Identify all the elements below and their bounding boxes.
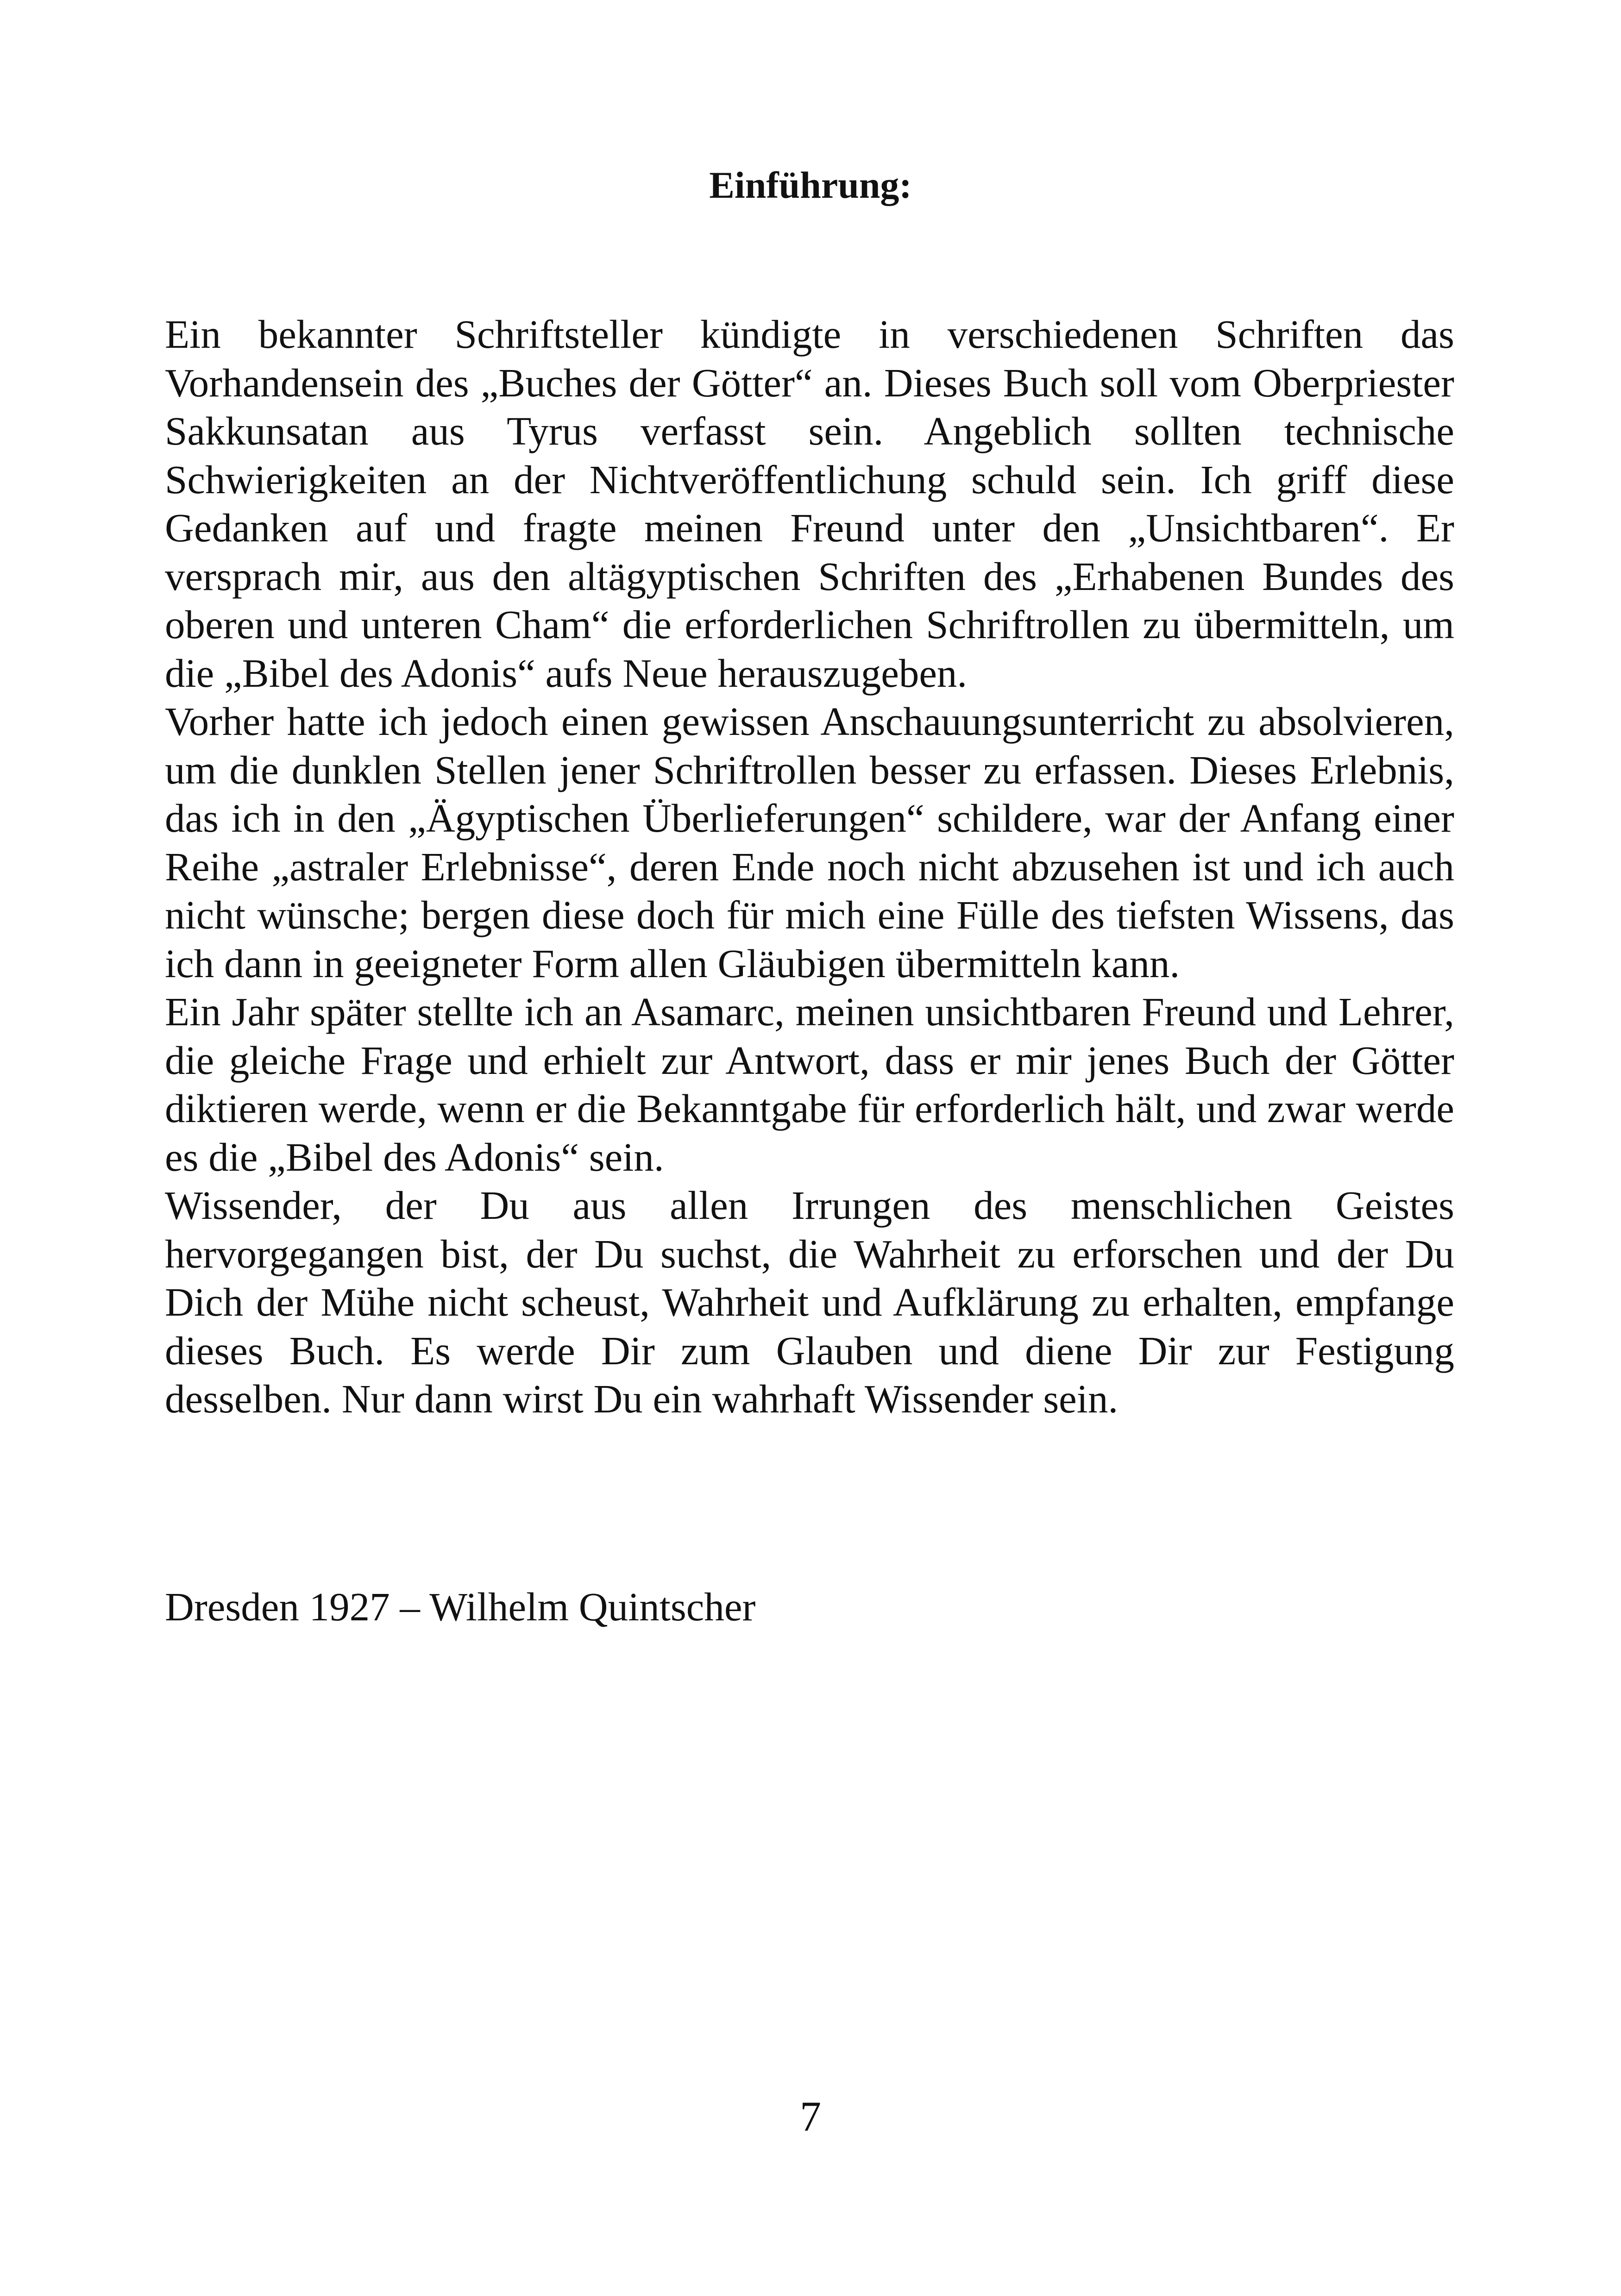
body-text <box>165 310 1454 1424</box>
paragraph-1: Ein bekannter Schriftsteller kündigte in verschiedenen Schriften das Vorhandensein des „Buches der Götter“ an. Dieses Buch soll vom Oberpriester Sakkunsatan aus Tyrus verfasst sein. Angeblich sollten technische Schwierigkeiten an der Nichtveröffentlichung schuld sein. Ich griff diese Gedanken auf und fragte meinen Freund unter den „Unsichtbaren“. Er versprach mir, aus den altägyptischen Schriften des „Erhabenen Bundes des oberen und unteren Cham“ die erforderlichen Schriftrollen zu übermitteln, um die „Bibel des Adonis“ aufs Neue herauszugeben. <box>165 312 1454 696</box>
paragraph-2: Vorher hatte ich jedoch einen gewissen Anschauungsunterricht zu absolvieren, um die dunklen Stellen jener Schriftrollen besser zu erfassen. Dieses Erlebnis, das ich in den „Ägyptischen Überlieferungen“ schildere, war der Anfang einer Reihe „astraler Erlebnisse“, deren Ende noch nicht abzusehen ist und ich auch nicht wünsche; bergen diese doch für mich eine Fülle des tiefsten Wissens, das ich dann in geeigneter Form allen Gläubigen übermitteln kann. <box>165 699 1454 986</box>
page-number: 7 <box>800 2093 821 2140</box>
signature-line: Dresden 1927 – Wilhelm Quintscher <box>165 1584 756 1629</box>
page-title: Einführung: <box>709 164 912 206</box>
paragraph-3: Ein Jahr später stellte ich an Asamarc, meinen unsichtbaren Freund und Lehrer, die gleiche Frage und erhielt zur Antwort, dass er mir jenes Buch der Götter diktieren werde, wenn er die Bekanntgabe für erforderlich hält, und zwar werde es die „Bibel des Adonis“ sein. <box>165 989 1454 1179</box>
paragraph-4: Wissender, der Du aus allen Irrungen des menschlichen Geistes hervorgegangen bist, der Du suchst, die Wahrheit zu erforschen und der Du Dich der Mühe nicht scheust, Wahrheit und Aufklärung zu erhalten, empfange dieses Buch. Es werde Dir zum Glauben und diene Dir zur Festigung desselben. Nur dann wirst Du ein wahrhaft Wissender sein. <box>165 1183 1454 1421</box>
